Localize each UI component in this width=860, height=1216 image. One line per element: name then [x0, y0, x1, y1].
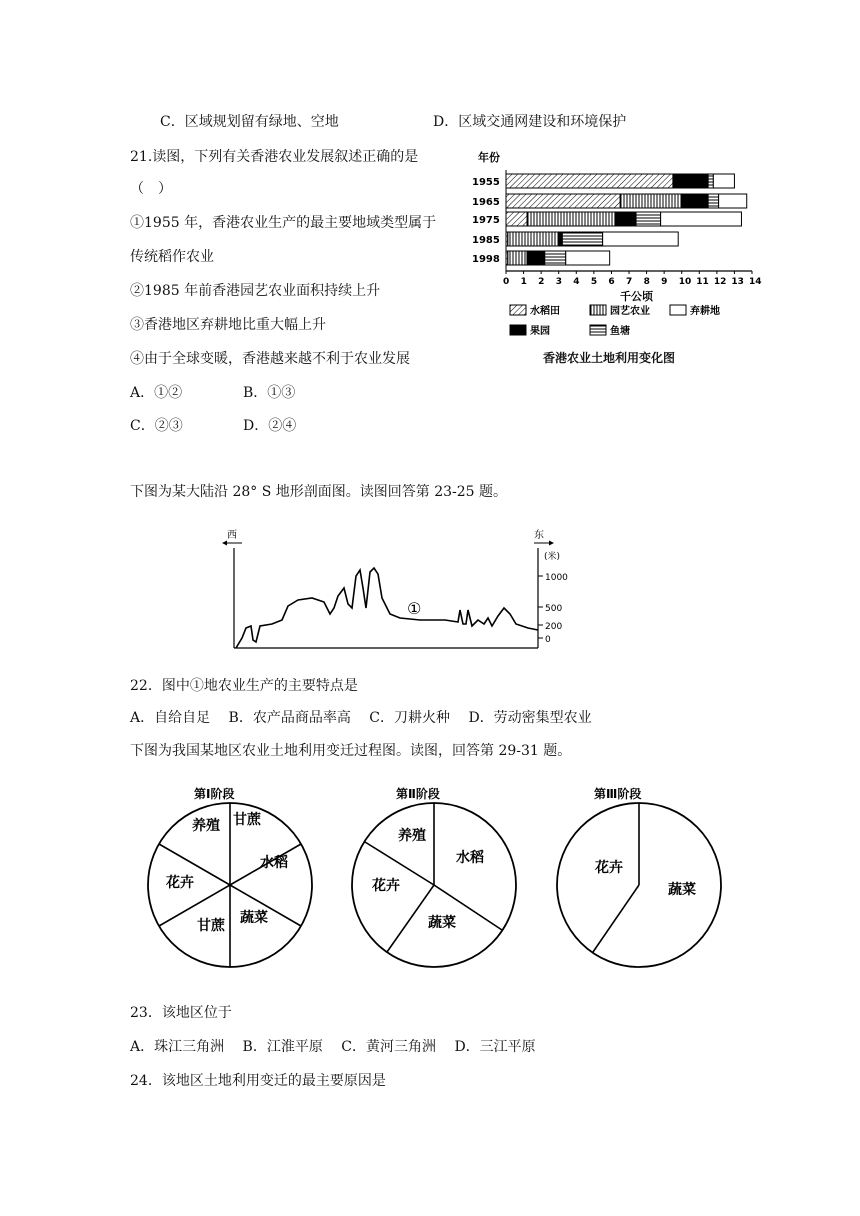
x-tick-label: 10 — [678, 277, 692, 287]
chart-ylabel: 年份 — [478, 151, 500, 164]
bar-segment — [559, 232, 563, 246]
legend-swatch — [590, 325, 606, 335]
q20-option-d: D．区域交通网建设和环境保护 — [433, 114, 627, 130]
pie-1-label: 甘蔗 — [233, 812, 261, 828]
legend-swatch — [670, 305, 686, 315]
q21-option-b: B．①③ — [243, 385, 296, 401]
pie-1-label: 蔬菜 — [240, 910, 268, 926]
terrain-line — [236, 568, 538, 648]
q21-option-d: D．②④ — [243, 418, 297, 434]
tick-label-0: 0 — [545, 635, 551, 645]
bar-segment — [506, 194, 620, 208]
bar-segment — [708, 194, 719, 208]
x-tick-label: 0 — [503, 277, 510, 287]
bar-segment — [508, 232, 559, 246]
legend-label: 弃耕地 — [690, 306, 720, 317]
x-tick-label: 1 — [520, 277, 527, 287]
tick-label-1000: 1000 — [545, 573, 568, 583]
year-label: 1975 — [472, 215, 500, 226]
west-label: 西 — [227, 530, 237, 541]
east-arrowhead — [549, 541, 554, 546]
q24-stem: 24．该地区土地利用变迁的最主要原因是 — [130, 1073, 386, 1089]
intro-pies: 下图为我国某地区农业土地利用变迁过程图。读图，回答第 29-31 题。 — [130, 743, 572, 759]
x-tick-label: 8 — [643, 277, 650, 287]
pie-3-label: 花卉 — [595, 860, 623, 876]
q22-stem: 22．图中①地农业生产的主要特点是 — [130, 678, 358, 694]
x-tick-label: 6 — [608, 277, 615, 287]
q21-statement-4: ④由于全球变暖，香港越来越不利于农业发展 — [130, 351, 410, 367]
x-tick-label: 12 — [713, 277, 727, 287]
bar-segment — [508, 251, 527, 265]
pie-3-divider — [593, 885, 639, 952]
q21-option-c: C．②③ — [130, 418, 183, 434]
legend-label: 果园 — [530, 326, 550, 337]
bar-segment — [506, 212, 527, 226]
pie-3-label: 蔬菜 — [668, 882, 696, 898]
x-tick-label: 7 — [626, 277, 633, 287]
pie-2-label: 养殖 — [398, 828, 426, 844]
x-tick-label: 4 — [573, 277, 580, 287]
year-label: 1965 — [472, 197, 500, 208]
bar-segment — [615, 212, 636, 226]
q22-options: A．自给自足 B．农产品商品率高 C．刀耕火种 D．劳动密集型农业 — [130, 710, 592, 726]
pie-2-label: 花卉 — [372, 878, 400, 894]
x-tick-label: 11 — [696, 277, 709, 287]
year-label: 1985 — [472, 235, 500, 246]
bar-segment — [527, 212, 615, 226]
pie-2-label: 水稻 — [456, 850, 484, 866]
pie-1-label: 甘蔗 — [197, 918, 225, 934]
x-tick-label: 5 — [590, 277, 598, 287]
land-use-pies — [140, 782, 740, 977]
bar-segment — [636, 212, 661, 226]
x-tick-label: 14 — [749, 277, 762, 287]
chart-xlabel: 千公顷 — [620, 290, 653, 303]
legend-swatch — [590, 305, 606, 315]
bar-segment — [620, 194, 682, 208]
x-tick-label: 9 — [661, 277, 668, 287]
hk-land-use-chart — [470, 148, 770, 370]
q21-option-a: A．①② — [130, 385, 183, 401]
x-tick-label: 2 — [538, 277, 545, 287]
bar-segment — [566, 251, 610, 265]
legend-swatch — [510, 325, 526, 335]
terrain-profile — [220, 528, 580, 654]
east-label: 东 — [534, 530, 544, 541]
bar-segment — [562, 232, 602, 246]
q21-statement-1b: 传统稻作农业 — [130, 249, 214, 265]
bar-segment — [682, 194, 708, 208]
q20-option-c: C．区域规划留有绿地、空地 — [160, 114, 339, 130]
bar-segment — [603, 232, 679, 246]
legend-label: 园艺农业 — [610, 306, 650, 317]
hk-chart-caption: 香港农业土地利用变化图 — [543, 351, 676, 365]
q21-statement-3: ③香港地区弃耕地比重大幅上升 — [130, 317, 326, 333]
x-tick-label: 13 — [731, 277, 744, 287]
x-tick-label: 3 — [555, 277, 562, 287]
legend-label: 鱼塘 — [610, 326, 630, 337]
bar-segment — [506, 174, 673, 188]
tick-label-200: 200 — [545, 622, 563, 632]
bar-segment — [673, 174, 708, 188]
bar-segment — [708, 174, 713, 188]
bar-segment — [661, 212, 742, 226]
year-label: 1955 — [472, 177, 500, 188]
pie-2-title: 第Ⅱ阶段 — [396, 787, 440, 801]
q23-options: A．珠江三角洲 B．江淮平原 C．黄河三角洲 D．三江平原 — [130, 1039, 536, 1055]
bar-segment — [713, 174, 734, 188]
west-arrowhead — [222, 541, 227, 546]
unit-label: (米) — [544, 552, 561, 562]
pie-1-label: 水稻 — [260, 855, 288, 871]
pie-1-title: 第Ⅰ阶段 — [194, 787, 235, 801]
q21-stem: 21.读图，下列有关香港农业发展叙述正确的是 — [130, 149, 419, 165]
legend-swatch — [510, 305, 526, 315]
year-label: 1998 — [472, 254, 500, 265]
bar-segment — [719, 194, 747, 208]
bar-segment — [545, 251, 566, 265]
q21-paren: （ ） — [130, 181, 172, 197]
point-1-marker: ① — [407, 599, 422, 618]
q21-statement-1a: ①1955 年，香港农业生产的最主要地域类型属于 — [130, 215, 437, 231]
tick-label-500: 500 — [545, 604, 563, 614]
q23-stem: 23．该地区位于 — [130, 1005, 232, 1021]
pie-1-label: 花卉 — [166, 875, 194, 891]
intro-profile: 下图为某大陆沿 28° S 地形剖面图。读图回答第 23-25 题。 — [130, 484, 508, 500]
pie-2-divider — [387, 885, 434, 952]
q21-statement-2: ②1985 年前香港园艺农业面积持续上升 — [130, 283, 381, 299]
pie-1-label: 养殖 — [192, 818, 220, 834]
legend-label: 水稻田 — [530, 306, 560, 317]
bar-segment — [527, 251, 545, 265]
pie-3-title: 第Ⅲ阶段 — [594, 787, 642, 801]
pie-2-label: 蔬菜 — [428, 915, 456, 931]
